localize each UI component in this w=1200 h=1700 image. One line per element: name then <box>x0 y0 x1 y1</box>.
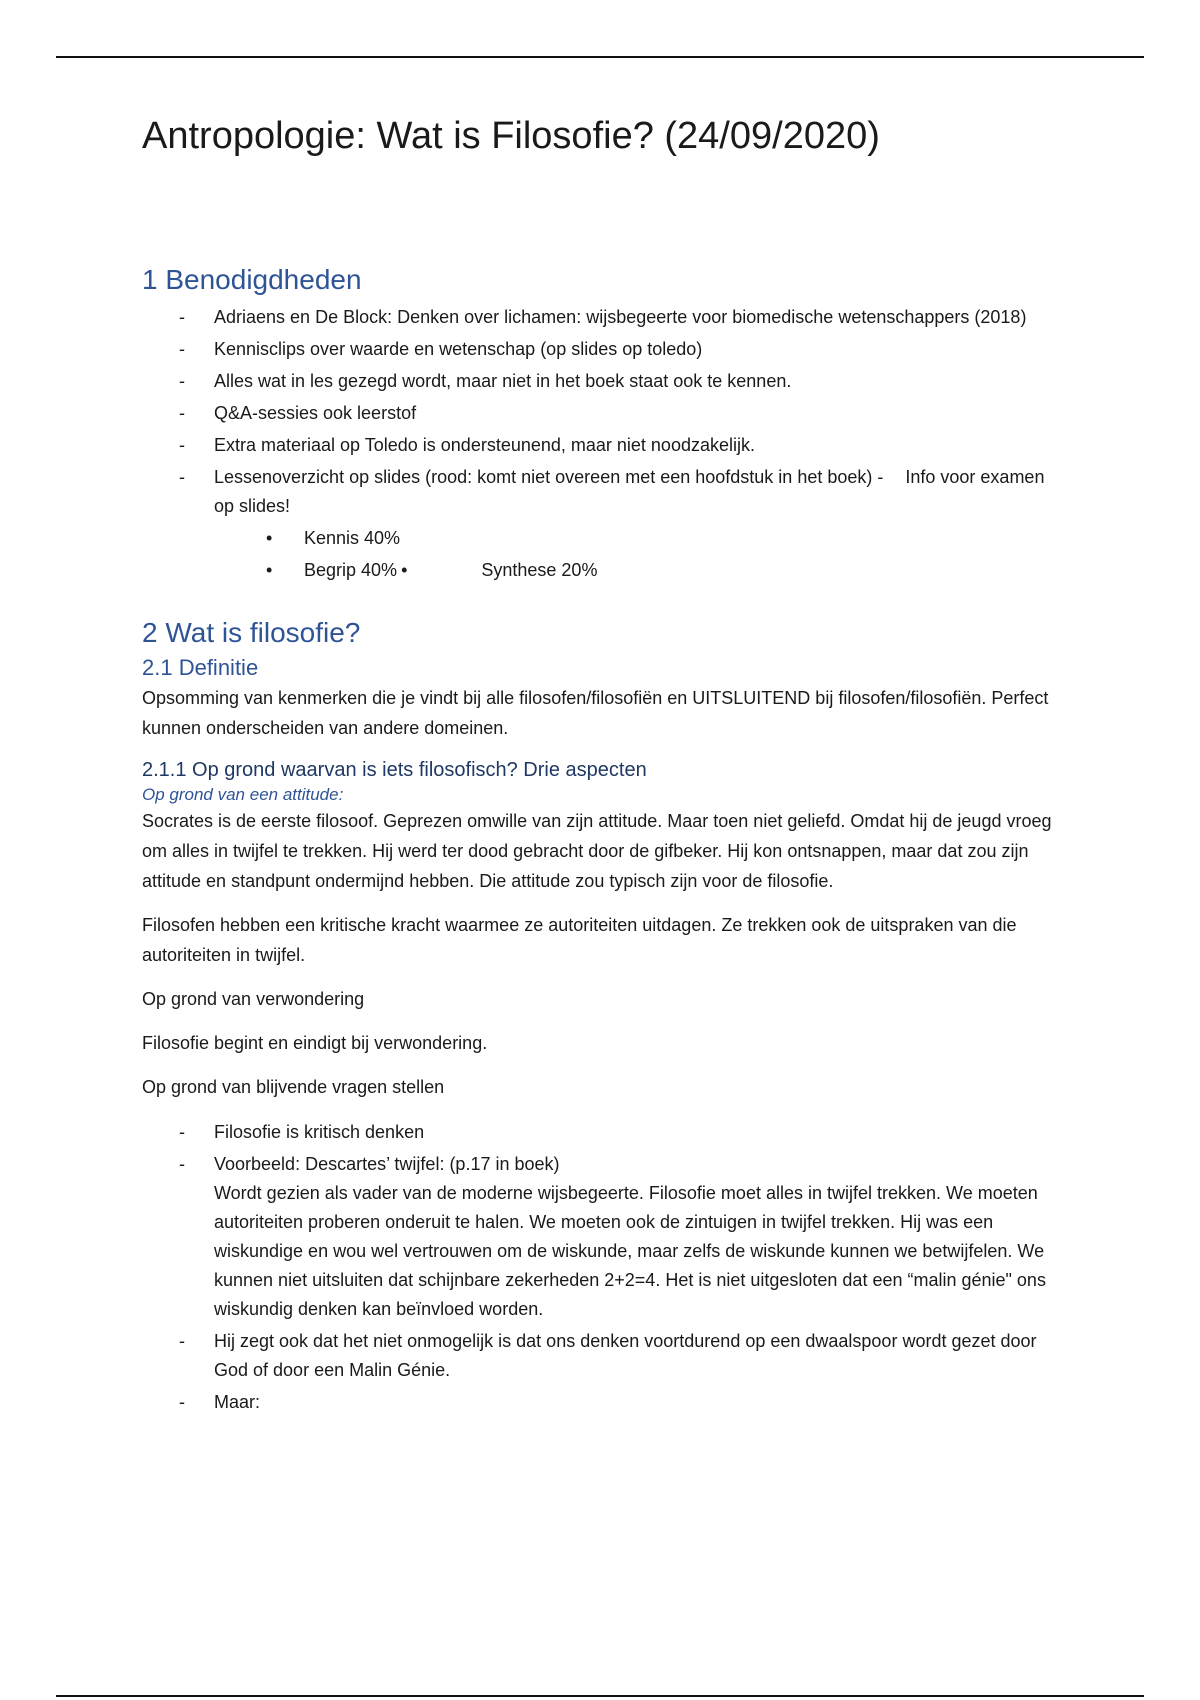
bullet-text: Begrip 40% <box>304 560 398 580</box>
bullet-marker: • <box>266 528 273 548</box>
list-item-text: Q&A-sessies ook leerstof <box>214 403 417 423</box>
dash-marker: - <box>179 307 185 327</box>
list-item <box>142 431 1062 460</box>
list-item <box>142 399 1062 428</box>
dash-marker: - <box>179 435 185 455</box>
list-item-text: Alles wat in les gezegd wordt, maar niet in het boek staat ook te kennen. <box>214 371 792 391</box>
dash-marker: - <box>179 1392 185 1413</box>
heading-definitie: 2.1 Definitie <box>142 655 259 680</box>
requirements-list <box>142 303 1062 521</box>
dash-marker: - <box>179 1154 185 1175</box>
list-item-text: Maar: <box>214 1392 261 1413</box>
inline-bullet-marker: • <box>401 560 408 580</box>
bullet-text: Kennis 40% <box>304 528 401 548</box>
list-item <box>142 303 1062 332</box>
heading-wat-is-filosofie: 2 Wat is filosofie? <box>142 617 361 648</box>
list-item <box>142 463 1062 521</box>
list-item-text: Adriaens en De Block: Denken over lichamen: wijsbegeerte voor biomedische wetenschappers (2018) <box>214 307 1027 327</box>
list-item <box>142 335 1062 364</box>
blijvende-vragen-label: Op grond van blijvende vragen stellen <box>142 1077 445 1098</box>
definitie-paragraph: Opsomming van kenmerken die je vindt bij alle filosofen/filosofiën en UITSLUITEND bij filosofen/filosofiën. Perfect kunnen onderscheiden van andere domeinen. <box>142 687 1049 738</box>
list-item <box>142 1118 1062 1147</box>
list-item-text: Kennisclips over waarde en wetenschap (op slides op toledo) <box>214 339 703 359</box>
verwondering-label: Op grond van verwondering <box>142 989 365 1010</box>
page-title: Antropologie: Wat is Filosofie? (24/09/2020) <box>142 115 880 157</box>
document-body <box>142 262 1062 1420</box>
list-item-text: Filosofie is kritisch denken <box>214 1122 425 1143</box>
list-item-tab-text: Info voor examen op slides! <box>214 467 1045 516</box>
list-item <box>142 1327 1062 1385</box>
bullet-text: Synthese 20% <box>481 560 598 580</box>
top-rule <box>56 56 1144 58</box>
dash-marker: - <box>179 403 185 423</box>
heading-drie-aspecten: 2.1.1 Op grond waarvan is iets filosofisch? Drie aspecten <box>142 758 647 781</box>
list-item-text: Extra materiaal op Toledo is ondersteunend, maar niet noodzakelijk. <box>214 435 755 455</box>
dash-marker: - <box>179 1331 185 1352</box>
kritische-kracht-paragraph: Filosofen hebben een kritische kracht waarmee ze autoriteiten uitdagen. Ze trekken ook de uitspraken van die autoriteiten in twijfel. <box>142 915 1017 966</box>
list-item-text: Hij zegt ook dat het niet onmogelijk is dat ons denken voortdurend op een dwaalspoor wordt gezet door God of door een Malin Génie. <box>214 1331 1037 1381</box>
bullet-item <box>142 556 1062 585</box>
bullet-marker: • <box>266 560 273 580</box>
list-item <box>142 367 1062 396</box>
bottom-rule <box>56 1695 1144 1697</box>
dash-marker: - <box>179 467 185 487</box>
dash-marker: - <box>179 371 185 391</box>
list-item-text: Voorbeeld: Descartes’ twijfel: (p.17 in boek) <box>214 1154 560 1175</box>
descartes-list <box>142 1118 1062 1417</box>
list-item-text: Lessenoverzicht op slides (rood: komt niet overeen met een hoofdstuk in het boek) - <box>214 467 884 487</box>
bullet-item <box>142 524 1062 553</box>
list-item-body: Wordt gezien als vader van de moderne wijsbegeerte. Filosofie moet alles in twijfel trekken. We moeten autoriteiten proberen onderuit te halen. We moeten ook de zintuigen in twijfel trekken. Hij was een wiskundige en wou wel vertrouwen om de wiskunde, maar zelfs de wiskunde kunnen we betwijfelen. We kunnen niet uitsluiten dat schijnbare zekerheden 2+2=4. Het is niet uitgesloten dat een “malin génie" ons wiskundig denken kan beïnvloed worden. <box>214 1183 1046 1320</box>
socrates-paragraph: Socrates is de eerste filosoof. Geprezen omwille van zijn attitude. Maar toen niet geliefd. Omdat hij de jeugd vroeg om alles in twijfel te trekken. Hij werd ter dood gebracht door de gifbeker. Hij kon ontsnappen, maar dat zou zijn attitude en standpunt ondermijnd hebben. Die attitude zou typisch zijn voor de filosofie. <box>142 811 1052 892</box>
dash-marker: - <box>179 339 185 359</box>
dash-marker: - <box>179 1122 185 1143</box>
heading-benodigdheden: 1 Benodigdheden <box>142 264 362 295</box>
attitude-label: Op grond van een attitude: <box>142 784 344 804</box>
list-item <box>142 1388 1062 1417</box>
verwondering-paragraph: Filosofie begint en eindigt bij verwondering. <box>142 1033 488 1054</box>
list-item <box>142 1150 1062 1324</box>
exam-weights-list <box>142 524 1062 585</box>
